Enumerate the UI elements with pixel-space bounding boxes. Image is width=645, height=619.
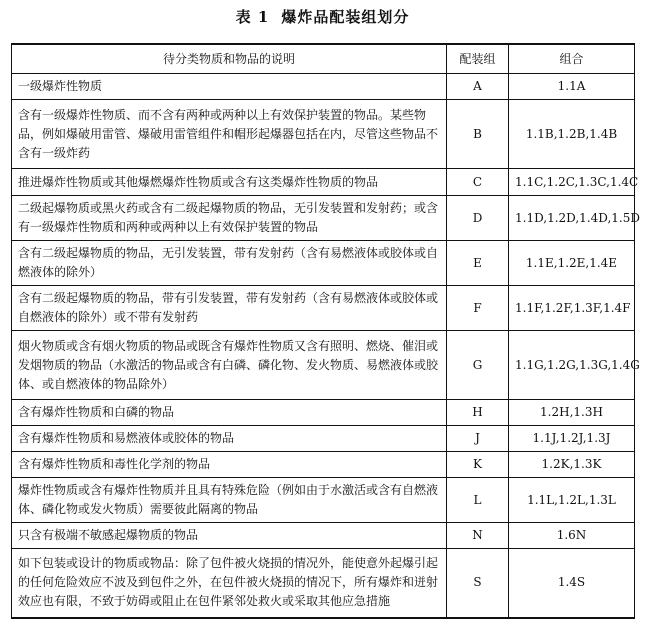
row-combination: 1.2K,1.3K [509, 452, 635, 478]
row-combination: 1.2H,1.3H [509, 400, 635, 426]
table-row [12, 426, 635, 452]
table-row [12, 400, 635, 426]
row-combination: 1.4S [509, 549, 635, 618]
row-description: 含有爆炸性物质和易燃液体或胶体的物品 [12, 426, 447, 452]
row-combination: 1.1J,1.2J,1.3J [509, 426, 635, 452]
row-group: G [447, 331, 509, 400]
row-group: E [447, 241, 509, 286]
row-combination: 1.6N [509, 523, 635, 549]
row-group: H [447, 400, 509, 426]
row-description: 含有二级起爆物质的物品，带有引发装置，带有发射药（含有易燃液体或胶体或自燃液体的除外）或不带有发射药 [12, 286, 447, 331]
compatibility-group-table [11, 43, 640, 619]
header-description: 待分类物质和物品的说明 [12, 44, 447, 74]
row-description: 含有二级起爆物质的物品，无引发装置，带有发射药（含有易燃液体或胶体或自燃液体的除外） [12, 241, 447, 286]
table-row [12, 196, 635, 241]
row-description: 如下包装或设计的物质或物品：除了包件被火烧损的情况外，能使意外起爆引起的任何危险效应不波及到包件之外，在包件被火烧损的情况下，所有爆炸和迸射效应也有限，不致于妨碍或阻止在包件紧邻处救火或采取其他应急措施 [12, 549, 447, 618]
row-combination: 1.1E,1.2E,1.4E [509, 241, 635, 286]
row-description: 爆炸性物质或含有爆炸性物质并且具有特殊危险（例如由于水激活或含有自燃液体、磷化物或发火物质）需要彼此隔离的物品 [12, 478, 447, 523]
row-combination: 1.1B,1.2B,1.4B [509, 100, 635, 169]
row-description: 只含有极端不敏感起爆物质的物品 [12, 523, 447, 549]
table-row [12, 74, 635, 100]
table-row [12, 452, 635, 478]
table-title [0, 6, 645, 27]
header-group: 配装组 [447, 44, 509, 74]
row-description: 含有爆炸性物质和白磷的物品 [12, 400, 447, 426]
row-group: F [447, 286, 509, 331]
row-combination: 1.1C,1.2C,1.3C,1.4C [509, 169, 635, 196]
row-combination: 1.1D,1.2D,1.4D,1.5D [509, 196, 635, 241]
row-combination: 1.1A [509, 74, 635, 100]
table-row [12, 286, 635, 331]
row-group: N [447, 523, 509, 549]
table-row [12, 549, 635, 618]
row-group: J [447, 426, 509, 452]
row-group: D [447, 196, 509, 241]
row-group: L [447, 478, 509, 523]
header-combination: 组合 [509, 44, 635, 74]
row-group: A [447, 74, 509, 100]
row-description: 含有一级爆炸性物质、而不含有两种或两种以上有效保护装置的物品。某些物品，例如爆破用雷管、爆破用雷管组件和帽形起爆器包括在内，尽管这些物品不含有一级炸药 [12, 100, 447, 169]
table-row [12, 331, 635, 400]
row-description: 二级起爆物质或黑火药或含有二级起爆物质的物品，无引发装置和发射药；或含有一级爆炸性物质和两种或两种以上有效保护装置的物品 [12, 196, 447, 241]
row-group: B [447, 100, 509, 169]
row-description: 一级爆炸性物质 [12, 74, 447, 100]
row-combination: 1.1L,1.2L,1.3L [509, 478, 635, 523]
row-group: C [447, 169, 509, 196]
table-row [12, 241, 635, 286]
row-description: 含有爆炸性物质和毒性化学剂的物品 [12, 452, 447, 478]
table-header-row [12, 44, 635, 74]
row-combination: 1.1G,1.2G,1.3G,1.4G [509, 331, 635, 400]
row-group: K [447, 452, 509, 478]
row-description: 推进爆炸性物质或其他爆燃爆炸性物质或含有这类爆炸性物质的物品 [12, 169, 447, 196]
table-row [12, 523, 635, 549]
row-description: 烟火物质或含有烟火物质的物品或既含有爆炸性物质又含有照明、燃烧、催泪或发烟物质的物品（水激活的物品或含有白磷、磷化物、发火物质、易燃液体或胶体、或自燃液体的物品除外） [12, 331, 447, 400]
row-group: S [447, 549, 509, 618]
table-title-text: 爆炸品配装组划分 [281, 8, 410, 26]
table-row [12, 478, 635, 523]
row-combination: 1.1F,1.2F,1.3F,1.4F [509, 286, 635, 331]
table-number: 表 1 [235, 8, 270, 26]
table-row [12, 169, 635, 196]
table-row [12, 100, 635, 169]
